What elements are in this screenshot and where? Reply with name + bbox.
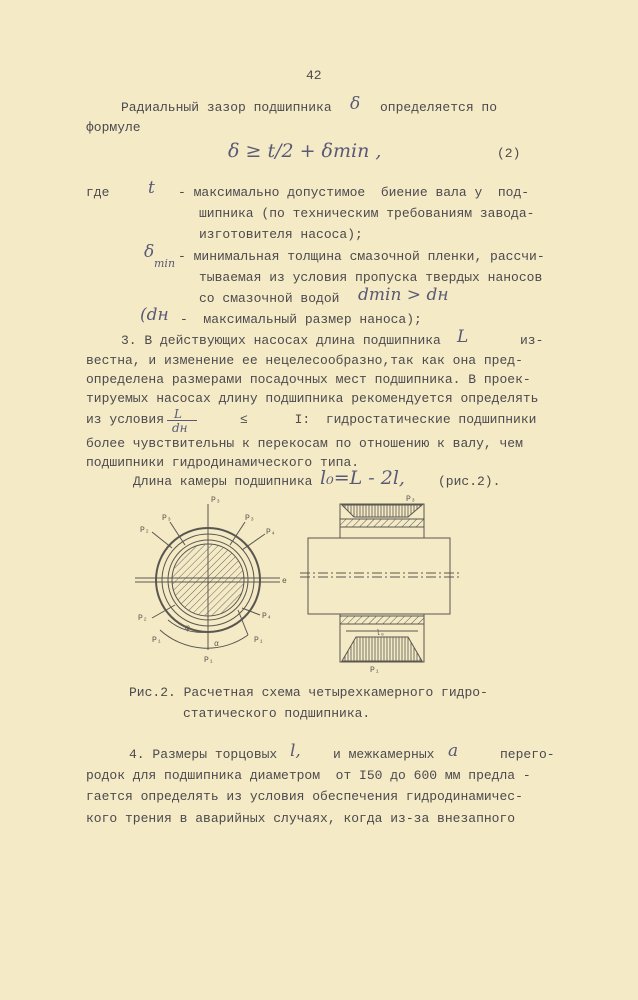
label-p1-right: P₁ [254, 636, 264, 645]
para1-line2: формуле [86, 120, 141, 135]
l-symbol: l, [290, 741, 301, 761]
para3-line5b: ≤ I: гидростатические подшипники [240, 412, 537, 427]
t-def-line1: - максимально допустимое биение вала у под- [178, 185, 530, 200]
label-bottom: P₁ [204, 656, 214, 665]
where-label: где [86, 185, 110, 200]
label-p2: P₂ [138, 614, 148, 623]
label-l0: l₀ [376, 630, 385, 638]
bearing-longitudinal-section-figure [290, 490, 480, 675]
label-p4: P₄ [262, 612, 272, 621]
label-p1-long: P₁ [370, 666, 380, 675]
para4-line1c: перего- [500, 747, 555, 762]
delta-symbol: δ [350, 94, 361, 114]
para4-line4: кого трения в аварийных случаях, когда из-за внезапного [86, 811, 516, 826]
para3-line4: тируемых насосах длину подшипника рекомендуется определять [86, 391, 539, 406]
para4-line2: родок для подшипника диаметром от I50 до 600 мм предла - [86, 768, 531, 783]
fraction-denominator: dн [172, 421, 188, 435]
label-e: e [282, 577, 287, 586]
caption-line1: Рис.2. Расчетная схема четырехкамерного гидро- [129, 685, 488, 700]
page-number: 42 [306, 68, 322, 83]
L-symbol: L [457, 327, 469, 347]
formula-number: (2) [497, 146, 521, 161]
para1-line1a: Радиальный зазор подшипника [121, 100, 332, 115]
para3-line7: подшипники гидродинамического типа. [86, 455, 360, 470]
para3-line8a: Длина камеры подшипника [133, 474, 313, 489]
t-def-line2: шипника (по техническим требованиям завода- [199, 206, 535, 221]
para3-line1a: 3. В действующих насосах длина подшипника [121, 333, 441, 348]
para4-line1a: 4. Размеры торцовых [129, 747, 278, 762]
bearing-cross-section-figure [130, 492, 300, 672]
label-top: P₃ [211, 496, 221, 505]
para3-line8b: (рис.2). [438, 474, 501, 489]
label-alpha: α [214, 640, 219, 649]
dn-def: - максимальный размер наноса); [180, 312, 422, 327]
dmin-def-line3: со смазочной водой [199, 291, 340, 306]
dmin-def-line1: - минимальная толщина смазочной пленки, рассчи- [178, 249, 545, 264]
chamber-formula: l₀=L - 2l, [320, 467, 405, 489]
label-p3: P₃ [162, 514, 172, 523]
label-p3-long: P₃ [406, 495, 416, 504]
para4-line1b: и межкамерных [333, 747, 435, 762]
label-p2-top: P₂ [140, 526, 150, 535]
t-symbol: t [148, 178, 155, 198]
fraction-numerator: L [174, 407, 182, 421]
caption-line2: статического подшипника. [183, 706, 371, 721]
para3-line1b: из- [520, 333, 544, 348]
para3-line6: более чувствительны к перекосам по отношению к валу, чем [86, 436, 523, 451]
label-p1-left: P₁ [152, 636, 162, 645]
dmin-symbol: δ [144, 242, 155, 262]
dmin-condition: dmin > dн [358, 285, 449, 305]
a-symbol: a [448, 741, 459, 761]
para1-line1b: определяется по [380, 100, 498, 115]
t-def-line3: изготовителя насоса); [199, 227, 363, 242]
para3-line3: определена размерами посадочных мест подшипника. В проек- [86, 372, 531, 387]
dn-symbol: (dн [140, 305, 169, 325]
label-p4-top: P₄ [266, 528, 276, 537]
label-p3-right: P₃ [245, 514, 255, 523]
dmin-subscript: min [154, 257, 176, 270]
label-phi: φ [185, 624, 190, 633]
dmin-def-line2: тываемая из условия пропуска твердых наносов [199, 270, 543, 285]
formula: δ ≥ t/2 + δmin , [228, 140, 382, 162]
para3-line5a: из условия [86, 412, 165, 427]
para3-line2: вестна, и изменение ее нецелесообразно,так как она пред- [86, 353, 523, 368]
para4-line3: гается определять из условия обеспечения гидродинамичес- [86, 789, 523, 804]
